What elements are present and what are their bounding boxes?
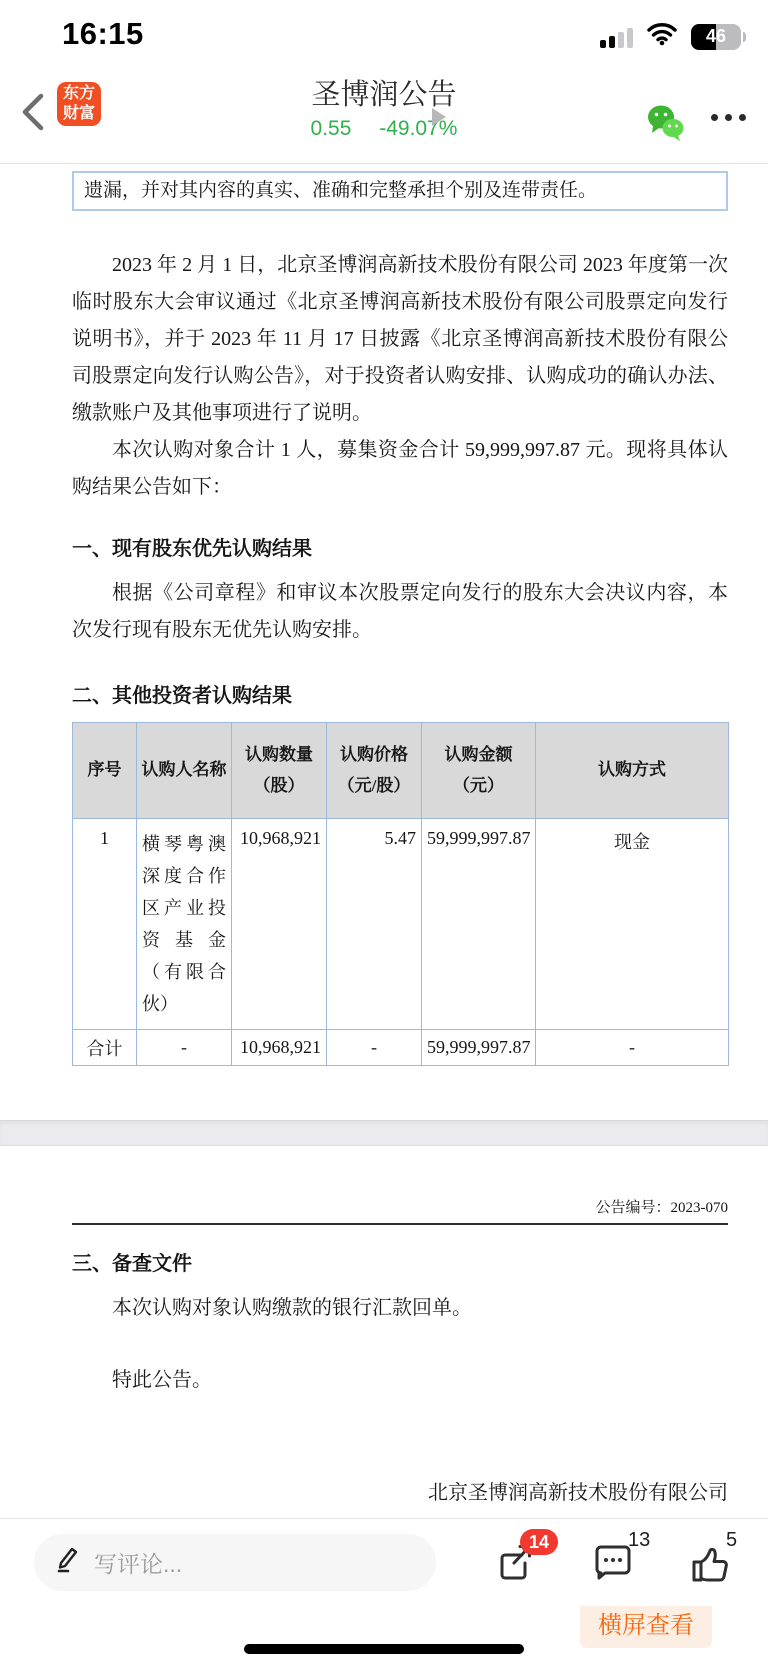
more-options-button[interactable] — [711, 114, 746, 121]
cell-total-quantity: 10,968,921 — [232, 1030, 327, 1066]
wifi-icon — [647, 22, 677, 51]
col-header-quantity: 认购数量（股） — [232, 723, 327, 819]
share-button[interactable] — [494, 1531, 550, 1583]
like-count: 5 — [726, 1528, 738, 1551]
logo-text-line1: 东方 — [62, 85, 95, 102]
col-header-subscriber: 认购人名称 — [137, 723, 232, 819]
comment-input[interactable] — [34, 1534, 436, 1591]
cell-price: 5.47 — [327, 819, 422, 1030]
expand-arrow-icon[interactable] — [432, 108, 446, 126]
table-total-row — [73, 1030, 729, 1066]
paragraph-subscription-summary: 本次认购对象合计 1 人，募集资金合计 59,999,997.87 元。现将具体认购结果公告如下： — [72, 439, 728, 498]
col-header-method: 认购方式 — [536, 723, 729, 819]
comment-placeholder: 写评论... — [94, 1551, 183, 1577]
cell-method: 现金 — [536, 819, 729, 1030]
like-button[interactable] — [690, 1528, 738, 1583]
cell-total-subscriber: - — [137, 1030, 232, 1066]
table-row — [73, 819, 729, 1030]
cell-index: 1 — [73, 819, 137, 1030]
comments-button[interactable] — [592, 1528, 651, 1583]
bottom-toolbar — [0, 1518, 768, 1606]
comments-count: 13 — [628, 1528, 651, 1551]
pencil-icon — [54, 1546, 80, 1579]
commitment-statement-box: 遗漏，并对其内容的真实、准确和完整承担个别及连带责任。 — [72, 171, 728, 211]
battery-nub — [743, 32, 746, 42]
header-rule — [72, 1223, 728, 1225]
cell-amount: 59,999,997.87 — [422, 819, 536, 1030]
logo-text-line2: 财富 — [62, 105, 95, 122]
announcement-document — [0, 165, 768, 1648]
stock-price: 0.55 — [310, 117, 352, 140]
stock-change: -49.07% — [379, 117, 458, 140]
section1-heading: 一、现有股东优先认购结果 — [72, 538, 312, 560]
cell-total-amount: 59,999,997.87 — [422, 1030, 536, 1066]
landscape-view-button[interactable]: 横屏查看 — [580, 1597, 712, 1648]
cellular-signal-icon — [600, 26, 633, 48]
share-count-badge: 14 — [520, 1529, 558, 1555]
battery-icon — [691, 24, 741, 50]
section3-heading: 三、备查文件 — [72, 1253, 192, 1275]
page-break-divider — [0, 1120, 768, 1146]
cell-total-label: 合计 — [73, 1030, 137, 1066]
closing-statement: 特此公告。 — [112, 1369, 212, 1391]
col-header-index: 序号 — [73, 723, 137, 819]
section1-body: 根据《公司章程》和审议本次股票定向发行的股东大会决议内容，本次发行现有股东无优先认购安排。 — [72, 582, 728, 641]
signature-company: 北京圣博润高新技术股份有限公司 — [428, 1482, 728, 1504]
table-header-row — [73, 723, 729, 819]
navigation-bar — [0, 62, 768, 164]
status-bar — [0, 0, 768, 62]
cell-total-method: - — [536, 1030, 729, 1066]
home-indicator[interactable] — [244, 1644, 524, 1654]
wechat-share-icon[interactable] — [644, 104, 688, 140]
cell-quantity: 10,968,921 — [232, 819, 327, 1030]
section3-body: 本次认购对象认购缴款的银行汇款回单。 — [112, 1297, 472, 1319]
section2-heading: 二、其他投资者认购结果 — [72, 685, 292, 707]
cell-subscriber: 横琴粤澳深度合作区产业投资基金（有限合伙） — [137, 819, 232, 1030]
page-title: 圣博润公告 — [311, 79, 457, 111]
subscription-result-table — [72, 722, 729, 1066]
battery-percentage: 46 — [705, 26, 727, 46]
paragraph-issue-background: 2023 年 2 月 1 日，北京圣博润高新技术股份有限公司 2023 年度第一次临时股东大会审议通过《北京圣博润高新技术股份有限公司股票定向发行说明书》，并于 2023 年 11 月 17 日披露《北京圣博润高新技术股份有限公司股票定向发行认购公告》，对于投资者认购安排、认购成功的确认办法、缴款账户及其他事项进行了说明。 — [72, 254, 728, 424]
cell-total-price: - — [327, 1030, 422, 1066]
announcement-number: 公告编号：2023-070 — [595, 1200, 728, 1216]
col-header-price: 认购价格（元/股） — [327, 723, 422, 819]
col-header-amount: 认购金额（元） — [422, 723, 536, 819]
clock: 16:15 — [62, 16, 144, 51]
